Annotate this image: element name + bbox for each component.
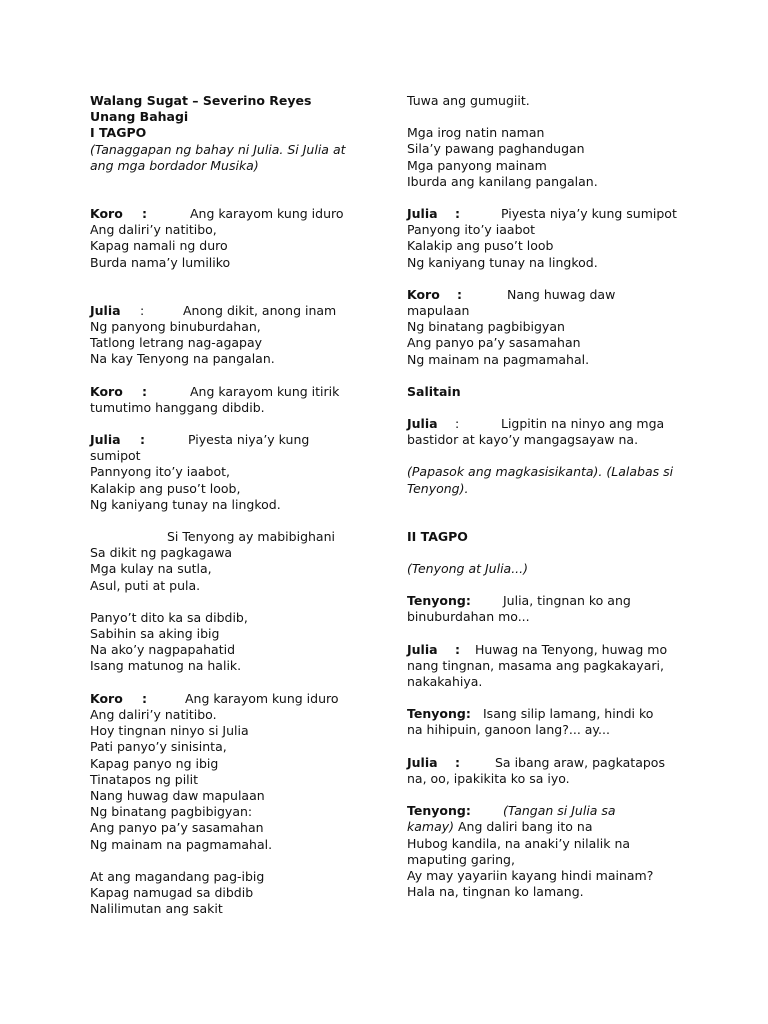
koro-stanza-1 [90, 206, 372, 271]
speaker-colon: : [455, 416, 460, 432]
julia-stanza-6 [407, 755, 692, 787]
tenyong-stanza-3 [407, 803, 692, 900]
stage-direction-inline: (Tangan si Julia sa [503, 803, 616, 819]
document-title: Walang Sugat – Severino Reyes [90, 93, 312, 108]
dialogue-line: Hubog kandila, na anaki’y nilalik na [407, 835, 631, 851]
verse-line: Ng kaniyang tunay na lingkod. [407, 254, 598, 270]
verse-line: Kapag panyo ng ibig [90, 755, 219, 771]
stage-direction-inline: kamay) [407, 819, 455, 835]
speaker-colon: : [457, 286, 462, 302]
scene-heading-2: II TAGPO [407, 528, 468, 544]
speaker-colon: : [140, 302, 145, 318]
dialogue-line: Sa ibang araw, pagkatapos [495, 754, 665, 770]
verse-line: Ng mainam na pagmamahal. [90, 836, 273, 852]
verse-line: Nang huwag daw [507, 286, 616, 302]
verse-stanza-4 [407, 93, 692, 109]
verse-line: Tinatapos ng pilit [90, 771, 199, 787]
scene-heading-1: I TAGPO [90, 125, 147, 141]
verse-line: Na kay Tenyong na pangalan. [90, 351, 275, 367]
speaker-name: Koro [90, 206, 123, 222]
verse-line: At ang magandang pag-ibig [90, 868, 265, 884]
speaker-name: Koro [90, 690, 123, 706]
julia-stanza-1 [90, 303, 372, 368]
verse-stanza-2 [90, 610, 372, 675]
speaker-colon: : [455, 206, 460, 222]
tenyong-stanza-2 [407, 706, 692, 738]
verse-line: Ang karayom kung iduro [185, 690, 339, 706]
dialogue-line: Julia, tingnan ko ang [503, 593, 631, 609]
verse-line: Isang matunog na halik. [90, 658, 242, 674]
tenyong-stanza-1 [407, 593, 692, 625]
verse-line: Piyesta niya’y kung [188, 432, 310, 448]
speaker-name: Julia [407, 754, 438, 770]
dialogue-line: na hihipuin, ganoon lang?... ay... [407, 722, 610, 738]
speaker-name: Koro [90, 383, 123, 399]
verse-line: Mga panyong mainam [407, 157, 547, 173]
verse-stanza-5 [407, 125, 692, 190]
verse-line: Ang karayom kung iduro [190, 206, 344, 222]
verse-line: Kapag namali ng duro [90, 238, 228, 254]
verse-line: Panyo’t dito ka sa dibdib, [90, 609, 248, 625]
verse-line: Nang huwag daw mapulaan [90, 787, 265, 803]
dialogue-line: Hala na, tingnan ko lamang. [407, 884, 584, 900]
stage-direction-2: (Papasok ang magkasisikanta). (Lalabas si Tenyong). [407, 464, 674, 496]
verse-line: Kalakip ang puso’t loob, [90, 480, 241, 496]
speaker-colon: : [140, 432, 145, 448]
speaker-name: Tenyong: [407, 593, 471, 609]
stage-direction-3: (Tenyong at Julia...) [407, 561, 529, 577]
verse-stanza-3 [90, 869, 372, 918]
verse-line: Mga kulay na sutla, [90, 561, 212, 577]
verse-line: Tatlong letrang nag-agapay [90, 335, 263, 351]
koro-stanza-2 [90, 384, 372, 416]
verse-line: Ang panyo pa’y sasamahan [407, 335, 581, 351]
verse-line: sumipot [90, 448, 141, 464]
speaker-colon: : [142, 206, 147, 222]
salitain-heading: Salitain [407, 383, 461, 399]
verse-line: Ng binatang pagbibigyan: [90, 804, 253, 820]
verse-stanza-1 [90, 529, 372, 594]
speaker-name: Julia [407, 641, 438, 657]
dialogue-line: Ang daliri bang ito na [454, 819, 593, 835]
stage-direction-1: (Tanaggapan ng bahay ni Julia. Si Julia at ang mga bordador Musika) [90, 141, 346, 173]
verse-line: Burda nama’y lumiliko [90, 254, 231, 270]
speaker-name: Tenyong: [407, 803, 471, 819]
speaker-name: Julia [407, 206, 438, 222]
verse-line: Anong dikit, anong inam [183, 302, 337, 318]
verse-line: Sa dikit ng pagkagawa [90, 545, 233, 561]
verse-line: Ang panyo pa’y sasamahan [90, 820, 264, 836]
dialogue-line: Huwag na Tenyong, huwag mo [475, 641, 668, 657]
dialogue-line: binuburdahan mo... [407, 609, 530, 625]
verse-line: Piyesta niya’y kung sumipot [501, 206, 677, 222]
speaker-name: Koro [407, 286, 440, 302]
dialogue-line: na, oo, ipakikita ko sa iyo. [407, 770, 570, 786]
speaker-colon: : [455, 641, 460, 657]
verse-line: Kalakip ang puso’t loob [407, 238, 554, 254]
speaker-name: Julia [407, 416, 438, 432]
julia-stanza-2 [90, 432, 372, 513]
verse-line: Si Tenyong ay mabibighani [167, 529, 335, 545]
speaker-colon: : [455, 754, 460, 770]
verse-line: Ng mainam na pagmamahal. [407, 351, 590, 367]
verse-line: Hoy tingnan ninyo si Julia [90, 723, 249, 739]
verse-line: Pannyong ito’y iaabot, [90, 464, 230, 480]
dialogue-line: nang tingnan, masama ang pagkakayari, [407, 657, 664, 673]
verse-line: Na ako’y nagpapahatid [90, 642, 236, 658]
dialogue-line: Ay may yayariin kayang hindi mainam? [407, 867, 654, 883]
speaker-name: Julia [90, 432, 121, 448]
verse-line: Iburda ang kanilang pangalan. [407, 173, 598, 189]
julia-stanza-5 [407, 642, 692, 691]
julia-stanza-3 [407, 206, 692, 271]
verse-line: Ng binatang pagbibigyan [407, 319, 565, 335]
speaker-colon: : [142, 383, 147, 399]
dialogue-line: maputing garing, [407, 851, 515, 867]
verse-line: Asul, puti at pula. [90, 577, 201, 593]
verse-line: Panyong ito’y iaabot [407, 222, 536, 238]
verse-line: Kapag namugad sa dibdib [90, 884, 254, 900]
document-subtitle: Unang Bahagi [90, 109, 189, 125]
left-column [90, 93, 372, 917]
verse-line: Ang daliri’y natitibo, [90, 222, 217, 238]
verse-line: Sabihin sa aking ibig [90, 626, 220, 642]
verse-line: Ng kaniyang tunay na lingkod. [90, 496, 281, 512]
verse-line: Pati panyo’y sinisinta, [90, 739, 227, 755]
speaker-colon: : [142, 690, 147, 706]
right-column [407, 93, 692, 900]
verse-line: mapulaan [407, 303, 470, 319]
julia-stanza-4 [407, 416, 692, 448]
speaker-name: Julia [90, 302, 121, 318]
verse-line: tumutimo hanggang dibdib. [90, 399, 265, 415]
verse-line: Sila’y pawang paghandugan [407, 141, 585, 157]
dialogue-line: Ligpitin na ninyo ang mga [501, 416, 665, 432]
koro-stanza-3 [90, 691, 372, 853]
dialogue-line: nakakahiya. [407, 674, 483, 690]
koro-stanza-4 [407, 287, 692, 368]
dialogue-line: Isang silip lamang, hindi ko [483, 706, 654, 722]
verse-line: Ng panyong binuburdahan, [90, 319, 261, 335]
verse-line: Ang karayom kung itirik [190, 383, 340, 399]
verse-line: Mga irog natin naman [407, 125, 545, 141]
verse-line: Nalilimutan ang sakit [90, 901, 223, 917]
verse-line: Ang daliri’y natitibo. [90, 706, 217, 722]
speaker-name: Tenyong: [407, 706, 471, 722]
verse-line: Tuwa ang gumugiit. [407, 93, 530, 108]
dialogue-line: bastidor at kayo’y mangagsayaw na. [407, 432, 639, 448]
